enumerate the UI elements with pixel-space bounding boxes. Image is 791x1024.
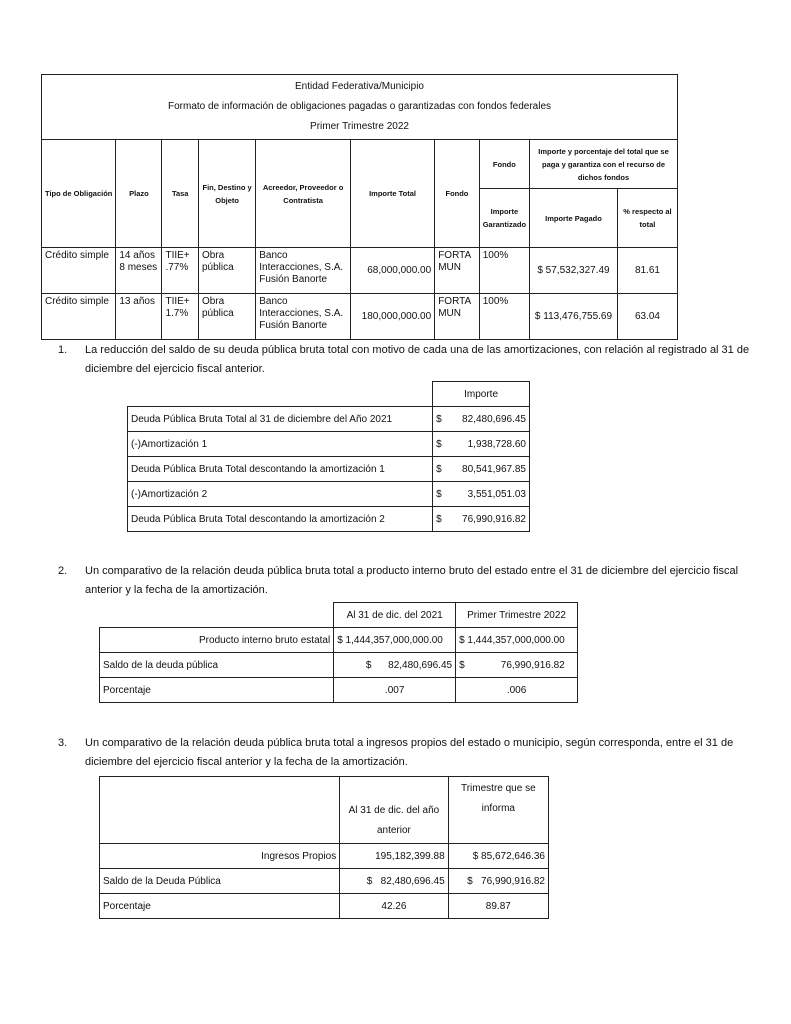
row-value-1: 195,182,399.88: [340, 844, 448, 869]
row-amount: [433, 457, 530, 482]
empty-corner: [128, 382, 433, 407]
cell-fondo: FORTA MUN: [435, 248, 480, 294]
cell-pct: 81.61: [617, 248, 677, 294]
row-value-2: 89.87: [448, 894, 548, 919]
header-pct-total: % respecto al total: [617, 189, 677, 248]
currency-sign: $: [436, 488, 442, 500]
row-value-2: .006: [456, 678, 578, 703]
header-importe-pagado: Importe Pagado: [530, 189, 618, 248]
header-col-2: Primer Trimestre 2022: [456, 603, 578, 628]
row-value-2: $ 76,990,916.82: [456, 653, 578, 678]
row-amount: [433, 407, 530, 432]
row-value-1: $ 1,444,357,000,000.00: [334, 628, 456, 653]
row-value-2: $ 76,990,916.82: [448, 869, 548, 894]
cell-importe-pagado: $ 57,532,327.49: [530, 248, 618, 294]
cell-plazo: 13 años: [116, 294, 162, 340]
row-value: 82,480,696.45: [462, 413, 526, 425]
row-value-1: $ 82,480,696.45: [340, 869, 448, 894]
cell-importe-pagado: $ 113,476,755.69: [530, 294, 618, 340]
table-row: [42, 294, 678, 340]
row-value-1: $ 82,480,696.45: [334, 653, 456, 678]
header-col-2: Trimestre que se informa: [448, 777, 548, 844]
table-row: [128, 482, 530, 507]
table-row: [128, 507, 530, 532]
cell-importe-total: 180,000,000.00: [350, 294, 434, 340]
row-label: Saldo de la Deuda Pública: [100, 869, 340, 894]
row-amount: [433, 507, 530, 532]
table-title: [42, 75, 678, 140]
cell-tasa: TIIE+ .77%: [162, 248, 199, 294]
currency-sign: $: [436, 438, 442, 450]
currency-sign: $: [436, 513, 442, 525]
row-label: Deuda Pública Bruta Total descontando la amortización 2: [128, 507, 433, 532]
row-amount: [433, 482, 530, 507]
header-fin: Fin, Destino y Objeto: [198, 140, 255, 248]
row-label: Deuda Pública Bruta Total al 31 de diciembre del Año 2021: [128, 407, 433, 432]
section-number: 3.: [58, 737, 68, 749]
currency-sign: $: [436, 463, 442, 475]
cell-acreedor: Banco Interacciones, S.A. Fusión Banorte: [256, 294, 351, 340]
row-label: Porcentaje: [100, 894, 340, 919]
currency-sign: $: [436, 413, 442, 425]
header-importe-total: Importe Total: [350, 140, 434, 248]
section-text: La reducción del saldo de su deuda pública bruta total con motivo de cada una de las amortizaciones, con relación al registrado al 31 de diciembre del ejercicio fiscal anterior.: [85, 344, 750, 375]
cell-fin: Obra pública: [198, 294, 255, 340]
title-line-2: Formato de información de obligaciones pagadas o garantizadas con fondos federales: [167, 101, 552, 112]
header-fondo-2: Fondo: [479, 140, 529, 189]
cell-fondo: FORTA MUN: [435, 294, 480, 340]
cell-tipo: Crédito simple: [42, 248, 116, 294]
row-value-1: 42.26: [340, 894, 448, 919]
cell-acreedor: Banco Interacciones, S.A. Fusión Banorte: [256, 248, 351, 294]
table-row: [100, 678, 578, 703]
empty-corner: [100, 777, 340, 844]
table-row: [128, 407, 530, 432]
header-acreedor: Acreedor, Proveedor o Contratista: [256, 140, 351, 248]
table-row: [100, 894, 549, 919]
row-label: Deuda Pública Bruta Total descontando la amortización 1: [128, 457, 433, 482]
table-row: [100, 869, 549, 894]
row-label: Porcentaje: [100, 678, 334, 703]
row-label: Producto interno bruto estatal: [100, 628, 334, 653]
table-row: [128, 457, 530, 482]
header-col-1: Al 31 de dic. del año anterior: [340, 777, 448, 844]
row-value-1: .007: [334, 678, 456, 703]
table-row: [42, 248, 678, 294]
row-value: 1,938,728.60: [467, 438, 526, 450]
title-line-3: Primer Trimestre 2022: [310, 121, 409, 132]
header-importe-garantizado: Importe Garantizado: [479, 189, 529, 248]
table-row: [100, 844, 549, 869]
header-col-1: Al 31 de dic. del 2021: [334, 603, 456, 628]
table-row: [100, 628, 578, 653]
cell-tipo: Crédito simple: [42, 294, 116, 340]
title-line-1: Entidad Federativa/Municipio: [295, 81, 424, 92]
cell-tasa: TIIE+ 1.7%: [162, 294, 199, 340]
row-label: Saldo de la deuda pública: [100, 653, 334, 678]
table-row: [128, 432, 530, 457]
section-text: Un comparativo de la relación deuda pública bruta total a ingresos propios del estado o municipio, según corresponda, entre el 31 de diciembre del ejercicio fiscal anterior y la fecha de la amortización.: [85, 737, 734, 768]
cell-garantizado: 100%: [479, 294, 529, 340]
header-importe-porcentaje: Importe y porcentaje del total que se paga y garantiza con el recurso de dichos fondos: [530, 140, 678, 189]
empty-corner: [100, 603, 334, 628]
pib-comparison-table: [99, 602, 578, 703]
header-tasa: Tasa: [162, 140, 199, 248]
cell-garantizado: 100%: [479, 248, 529, 294]
cell-importe-total: 68,000,000.00: [350, 248, 434, 294]
obligations-table: [41, 74, 678, 340]
header-plazo: Plazo: [116, 140, 162, 248]
row-value: 76,990,916.82: [462, 513, 526, 525]
amortization-table: [127, 381, 530, 532]
row-value: 80,541,967.85: [462, 463, 526, 475]
cell-plazo: 14 años 8 meses: [116, 248, 162, 294]
cell-pct: 63.04: [617, 294, 677, 340]
cell-fin: Obra pública: [198, 248, 255, 294]
row-label: (-)Amortización 1: [128, 432, 433, 457]
row-label: Ingresos Propios: [100, 844, 340, 869]
row-amount: [433, 432, 530, 457]
row-value-2: $ 1,444,357,000,000.00: [456, 628, 578, 653]
table-row: [100, 653, 578, 678]
header-tipo: Tipo de Obligación: [42, 140, 116, 248]
section-text: Un comparativo de la relación deuda pública bruta total a producto interno bruto del estado entre el 31 de diciembre del ejercicio fiscal anterior y la fecha de la amortización.: [85, 565, 739, 596]
header-importe: Importe: [433, 382, 530, 407]
own-income-comparison-table: [99, 776, 549, 919]
row-label: (-)Amortización 2: [128, 482, 433, 507]
header-fondo: Fondo: [435, 140, 480, 248]
section-number: 1.: [58, 344, 68, 356]
row-value-2: $ 85,672,646.36: [448, 844, 548, 869]
row-value: 3,551,051.03: [467, 488, 526, 500]
section-number: 2.: [58, 565, 68, 577]
